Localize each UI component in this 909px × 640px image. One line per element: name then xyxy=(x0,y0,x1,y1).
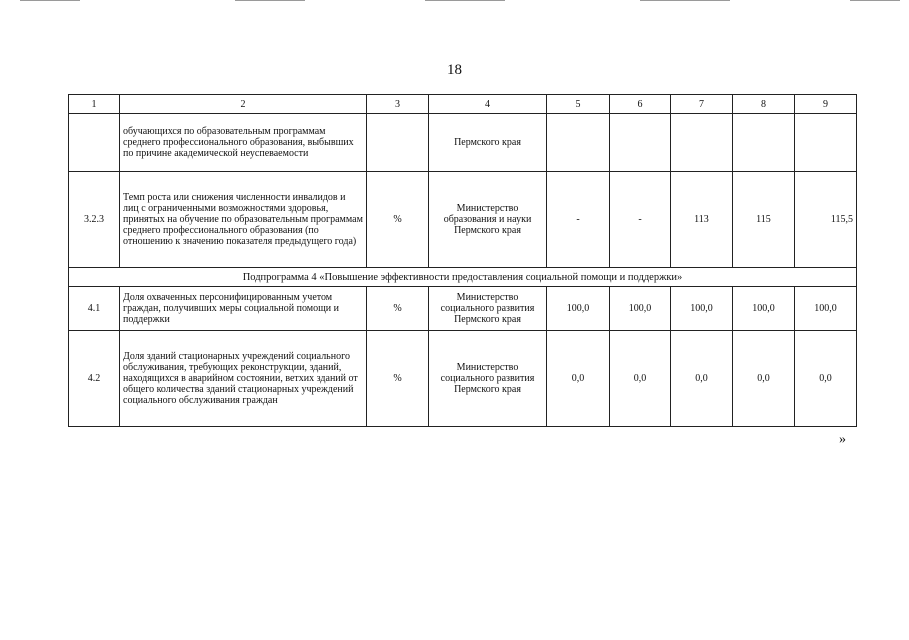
table-row xyxy=(69,114,857,172)
indicators-table xyxy=(68,94,857,427)
row-value xyxy=(733,114,795,172)
row-name: обучающихся по образовательным программам среднего профессионального образования, выбывших по причине академической неуспеваемости xyxy=(120,114,367,172)
row-executor: Министерство образования и науки Пермского края xyxy=(429,172,547,268)
row-value: 115 xyxy=(733,172,795,268)
row-name: Темп роста или снижения численности инвалидов и лиц с ограниченными возможностями здоровья, принятых на обучение по образовательным программам среднего профессионального образования (по отношению к значению показателя предыдущего года) xyxy=(120,172,367,268)
row-value: - xyxy=(547,172,610,268)
row-value: 100,0 xyxy=(610,287,671,331)
row-value: 115,5 xyxy=(795,172,857,268)
row-value: 0,0 xyxy=(547,331,610,427)
row-value: 0,0 xyxy=(795,331,857,427)
header-cell: 7 xyxy=(671,95,733,114)
row-value: - xyxy=(610,172,671,268)
row-executor: Министерство социального развития Пермского края xyxy=(429,287,547,331)
header-cell: 1 xyxy=(69,95,120,114)
row-value: 0,0 xyxy=(610,331,671,427)
row-code: 3.2.3 xyxy=(69,172,120,268)
row-unit xyxy=(367,114,429,172)
row-unit: % xyxy=(367,287,429,331)
row-value: 0,0 xyxy=(671,331,733,427)
page-number: 18 xyxy=(447,62,462,78)
header-row xyxy=(69,95,857,114)
row-value xyxy=(671,114,733,172)
row-value: 0,0 xyxy=(733,331,795,427)
row-value: 100,0 xyxy=(733,287,795,331)
scan-line xyxy=(425,0,505,1)
row-code xyxy=(69,114,120,172)
row-code: 4.2 xyxy=(69,331,120,427)
header-cell: 3 xyxy=(367,95,429,114)
row-code: 4.1 xyxy=(69,287,120,331)
header-cell: 9 xyxy=(795,95,857,114)
row-executor: Министерство социального развития Пермского края xyxy=(429,331,547,427)
row-unit: % xyxy=(367,172,429,268)
scan-line xyxy=(850,0,900,1)
scan-line xyxy=(20,0,80,1)
row-value: 100,0 xyxy=(671,287,733,331)
header-cell: 6 xyxy=(610,95,671,114)
subprogram-title: Подпрограмма 4 «Повышение эффективности предоставления социальной помощи и поддержки» xyxy=(69,268,857,287)
row-value xyxy=(610,114,671,172)
scan-line xyxy=(640,0,730,1)
row-unit: % xyxy=(367,331,429,427)
table-row xyxy=(69,331,857,427)
row-value: 100,0 xyxy=(795,287,857,331)
table-row xyxy=(69,172,857,268)
row-value xyxy=(795,114,857,172)
row-executor: Пермского края xyxy=(429,114,547,172)
header-cell: 5 xyxy=(547,95,610,114)
row-name: Доля охваченных персонифицированным учетом граждан, получивших меры социальной помощи и поддержки xyxy=(120,287,367,331)
scan-line xyxy=(235,0,305,1)
row-value: 113 xyxy=(671,172,733,268)
table-row xyxy=(69,287,857,331)
row-value xyxy=(547,114,610,172)
header-cell: 2 xyxy=(120,95,367,114)
row-name: Доля зданий стационарных учреждений социального обслуживания, требующих реконструкции, зданий, находящихся в аварийном состоянии, ветхих зданий от общего количества зданий стационарных учреждений социального обслуживания граждан xyxy=(120,331,367,427)
subprogram-row xyxy=(69,268,857,287)
header-cell: 4 xyxy=(429,95,547,114)
header-cell: 8 xyxy=(733,95,795,114)
closing-quote: » xyxy=(839,432,846,447)
row-value: 100,0 xyxy=(547,287,610,331)
